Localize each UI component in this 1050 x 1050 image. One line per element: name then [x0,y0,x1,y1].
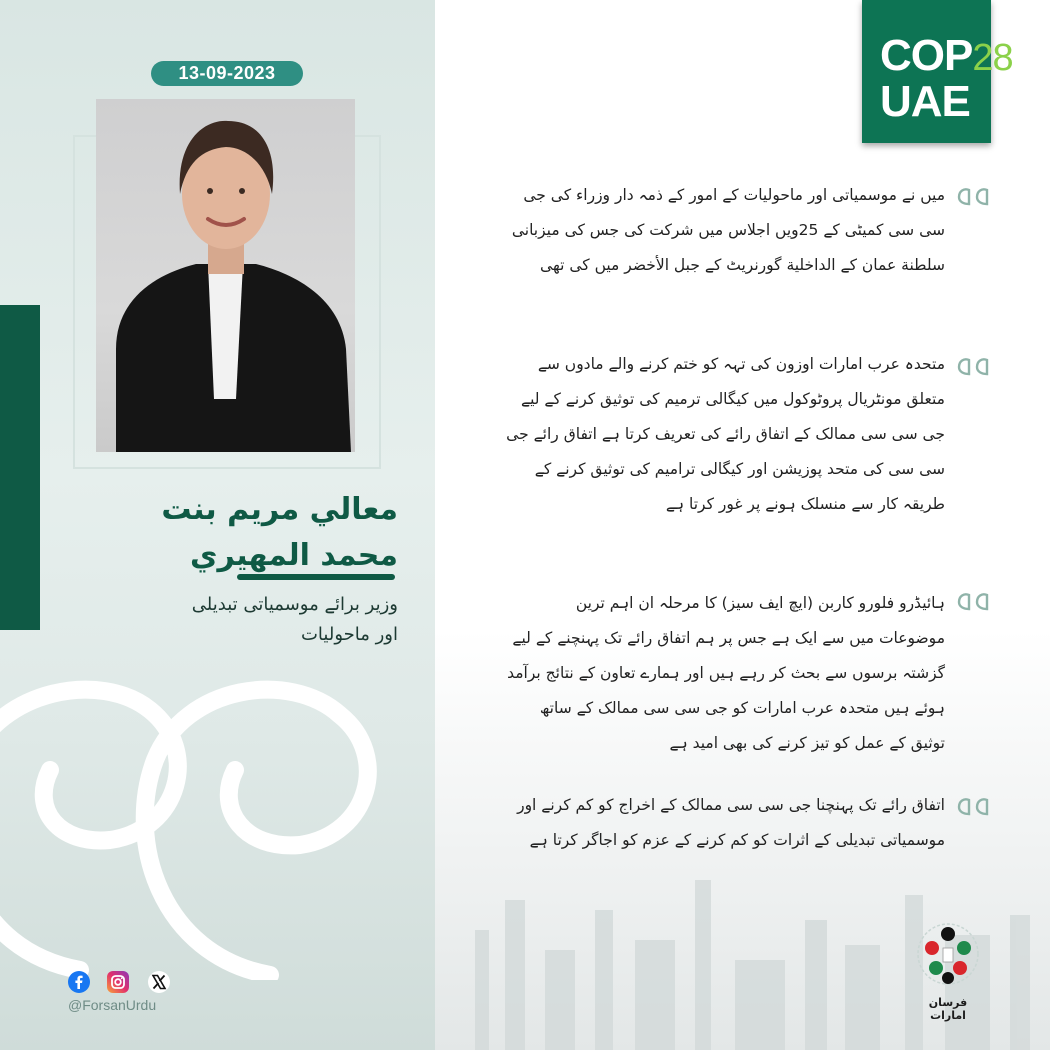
quote-paragraph-2: متحدہ عرب امارات اوزون کی تہہ کو ختم کرنے والے مادوں سے متعلق مونٹریال پروٹوکول میں کیگالی ترمیم کی توثیق کرنے کے لیے جی سی سی ممالک کے اتفاق رائے کی تعریف کرتا ہے اتفاق رائے جی سی سی کی متحد پوزیشن اور کیگالی ترامیم کی توثیق کرنے کے طریقہ کار سے منسلک ہونے پر غور کرتا ہے [506,355,945,513]
cop-number: 28 [972,37,1013,79]
portrait-illustration [96,99,355,452]
quote-icon [955,355,995,379]
uae-text: UAE [880,77,970,126]
quote-icon [955,795,995,819]
quote-paragraph-1: میں نے موسمیاتی اور ماحولیات کے امور کے ذمہ دار وزراء کی جی سی سی کمیٹی کے 25ویں اجلاس میں شرکت کی جس کی میزبانی سلطنة عمان کے الداخلیة گورنریٹ کے جبل الأخضر میں کی تھی [511,186,945,274]
quote-icon [955,185,995,209]
quote-icon [955,590,995,614]
cop28-uae-logo [862,0,1013,143]
person-title: وزیر برائے موسمیاتی تبدیلی اور ماحولیات [191,594,398,645]
date-badge: 13-09-2023 [151,61,303,86]
quote-paragraph-3: ہائیڈرو فلورو کاربن (ایچ ایف سیز) کا مرحلہ ان اہم ترین موضوعات میں سے ایک ہے جس پر ہم اتفاق رائے تک پہنچنے کے لیے گزشتہ برسوں سے بحث کر رہے ہیں اور ہمارے تعاون کے نتائج برآمد ہوئے ہیں متحدہ عرب امارات کو جی سی سی ممالک کے ساتھ توثیق کے عمل کو تیز کرنے کی بھی امید ہے [507,594,945,752]
person-name: معالي مريم بنت محمد المهيري [161,492,398,573]
x-icon[interactable] [148,971,170,993]
cop-text: COP [880,31,973,80]
forsan-emarat-emblem [912,920,984,1022]
portrait-photo [96,99,355,452]
instagram-icon[interactable] [107,971,129,993]
large-quote-mark-decoration-2 [110,640,435,980]
left-accent-strip [0,305,40,630]
quote-paragraph-4: اتفاق رائے تک پہنچنا جی سی سی ممالک کے اخراج کو کم کرنے اور موسمیاتی تبدیلی کے اثرات کو کم کرنے کے عزم کو اجاگر کرتا ہے [517,796,945,849]
facebook-icon[interactable] [68,971,90,993]
emblem-graphic [912,920,984,990]
social-handle[interactable]: @ForsanUrdu [68,997,157,1013]
name-underline [237,574,395,580]
emblem-caption: فرسان امارات [928,996,968,1022]
